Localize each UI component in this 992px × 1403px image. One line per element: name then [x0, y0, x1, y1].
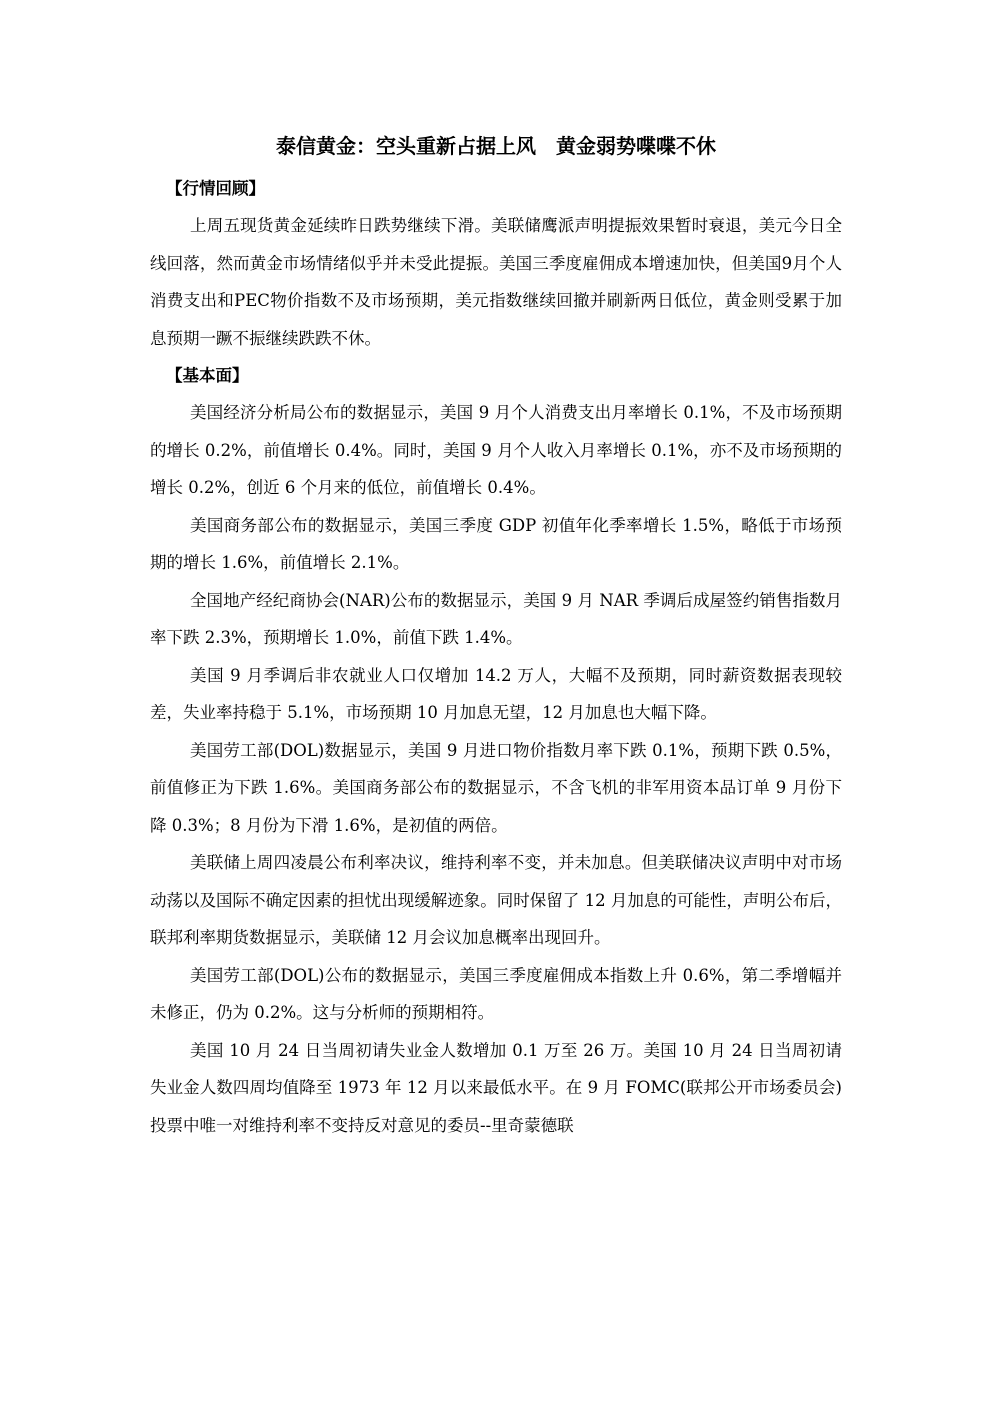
paragraph: 上周五现货黄金延续昨日跌势继续下滑。美联储鹰派声明提振效果暂时衰退，美元今日全线回落，然而黄金市场情绪似乎并未受此提振。美国三季度雇佣成本增速加快，但美国9月个人消费支出和PEC物价指数不及市场预期，美元指数继续回撤并刷新两日低位，黄金则受累于加息预期一蹶不振继续跌跌不休。 [150, 216, 842, 348]
paragraph: 美国 10 月 24 日当周初请失业金人数增加 0.1 万至 26 万。美国 10 月 24 日当周初请失业金人数四周均值降至 1973 年 12 月以来最低水平。在 9 月 FOMC(联邦公开市场委员会)投票中唯一对维持利率不变持反对意见的委员--里奇蒙德联 [150, 1040, 842, 1135]
section-heading-fundamentals: 【基本面】 [166, 366, 249, 385]
paragraph: 美联储上周四凌晨公布利率决议，维持利率不变，并未加息。但美联储决议声明中对市场动荡以及国际不确定因素的担忧出现缓解迹象。同时保留了 12 月加息的可能性，声明公布后，联邦利率期货数据显示，美联储 12 月会议加息概率出现回升。 [150, 853, 842, 947]
section-market-review [150, 170, 842, 357]
paragraph: 全国地产经纪商协会(NAR)公布的数据显示，美国 9 月 NAR 季调后成屋签约销售指数月率下跌 2.3%，预期增长 1.0%，前值下跌 1.4%。 [150, 590, 842, 647]
section-fundamentals [150, 357, 842, 1144]
document-page [150, 126, 842, 1144]
paragraph: 美国劳工部(DOL)数据显示，美国 9 月进口物价指数月率下跌 0.1%，预期下跌 0.5%，前值修正为下跌 1.6%。美国商务部公布的数据显示，不含飞机的非军用资本品订单 9 月份下降 0.3%；8 月份为下滑 1.6%，是初值的两倍。 [150, 740, 842, 835]
paragraph: 美国 9 月季调后非农就业人口仅增加 14.2 万人，大幅不及预期，同时薪资数据表现较差，失业率持稳于 5.1%，市场预期 10 月加息无望，12 月加息也大幅下降。 [150, 665, 842, 722]
paragraph: 美国商务部公布的数据显示，美国三季度 GDP 初值年化季率增长 1.5%，略低于市场预期的增长 1.6%，前值增长 2.1%。 [150, 515, 842, 572]
paragraph: 美国经济分析局公布的数据显示，美国 9 月个人消费支出月率增长 0.1%，不及市场预期的增长 0.2%，前值增长 0.4%。同时，美国 9 月个人收入月率增长 0.1%，亦不及市场预期的增长 0.2%，创近 6 个月来的低位，前值增长 0.4%。 [150, 403, 842, 497]
paragraph: 美国劳工部(DOL)公布的数据显示，美国三季度雇佣成本指数上升 0.6%，第二季增幅并未修正，仍为 0.2%。这与分析师的预期相符。 [150, 965, 842, 1022]
section-heading-market-review: 【行情回顾】 [166, 179, 265, 198]
page-title: 泰信黄金：空头重新占据上风 黄金弱势喋喋不休 [276, 134, 716, 158]
